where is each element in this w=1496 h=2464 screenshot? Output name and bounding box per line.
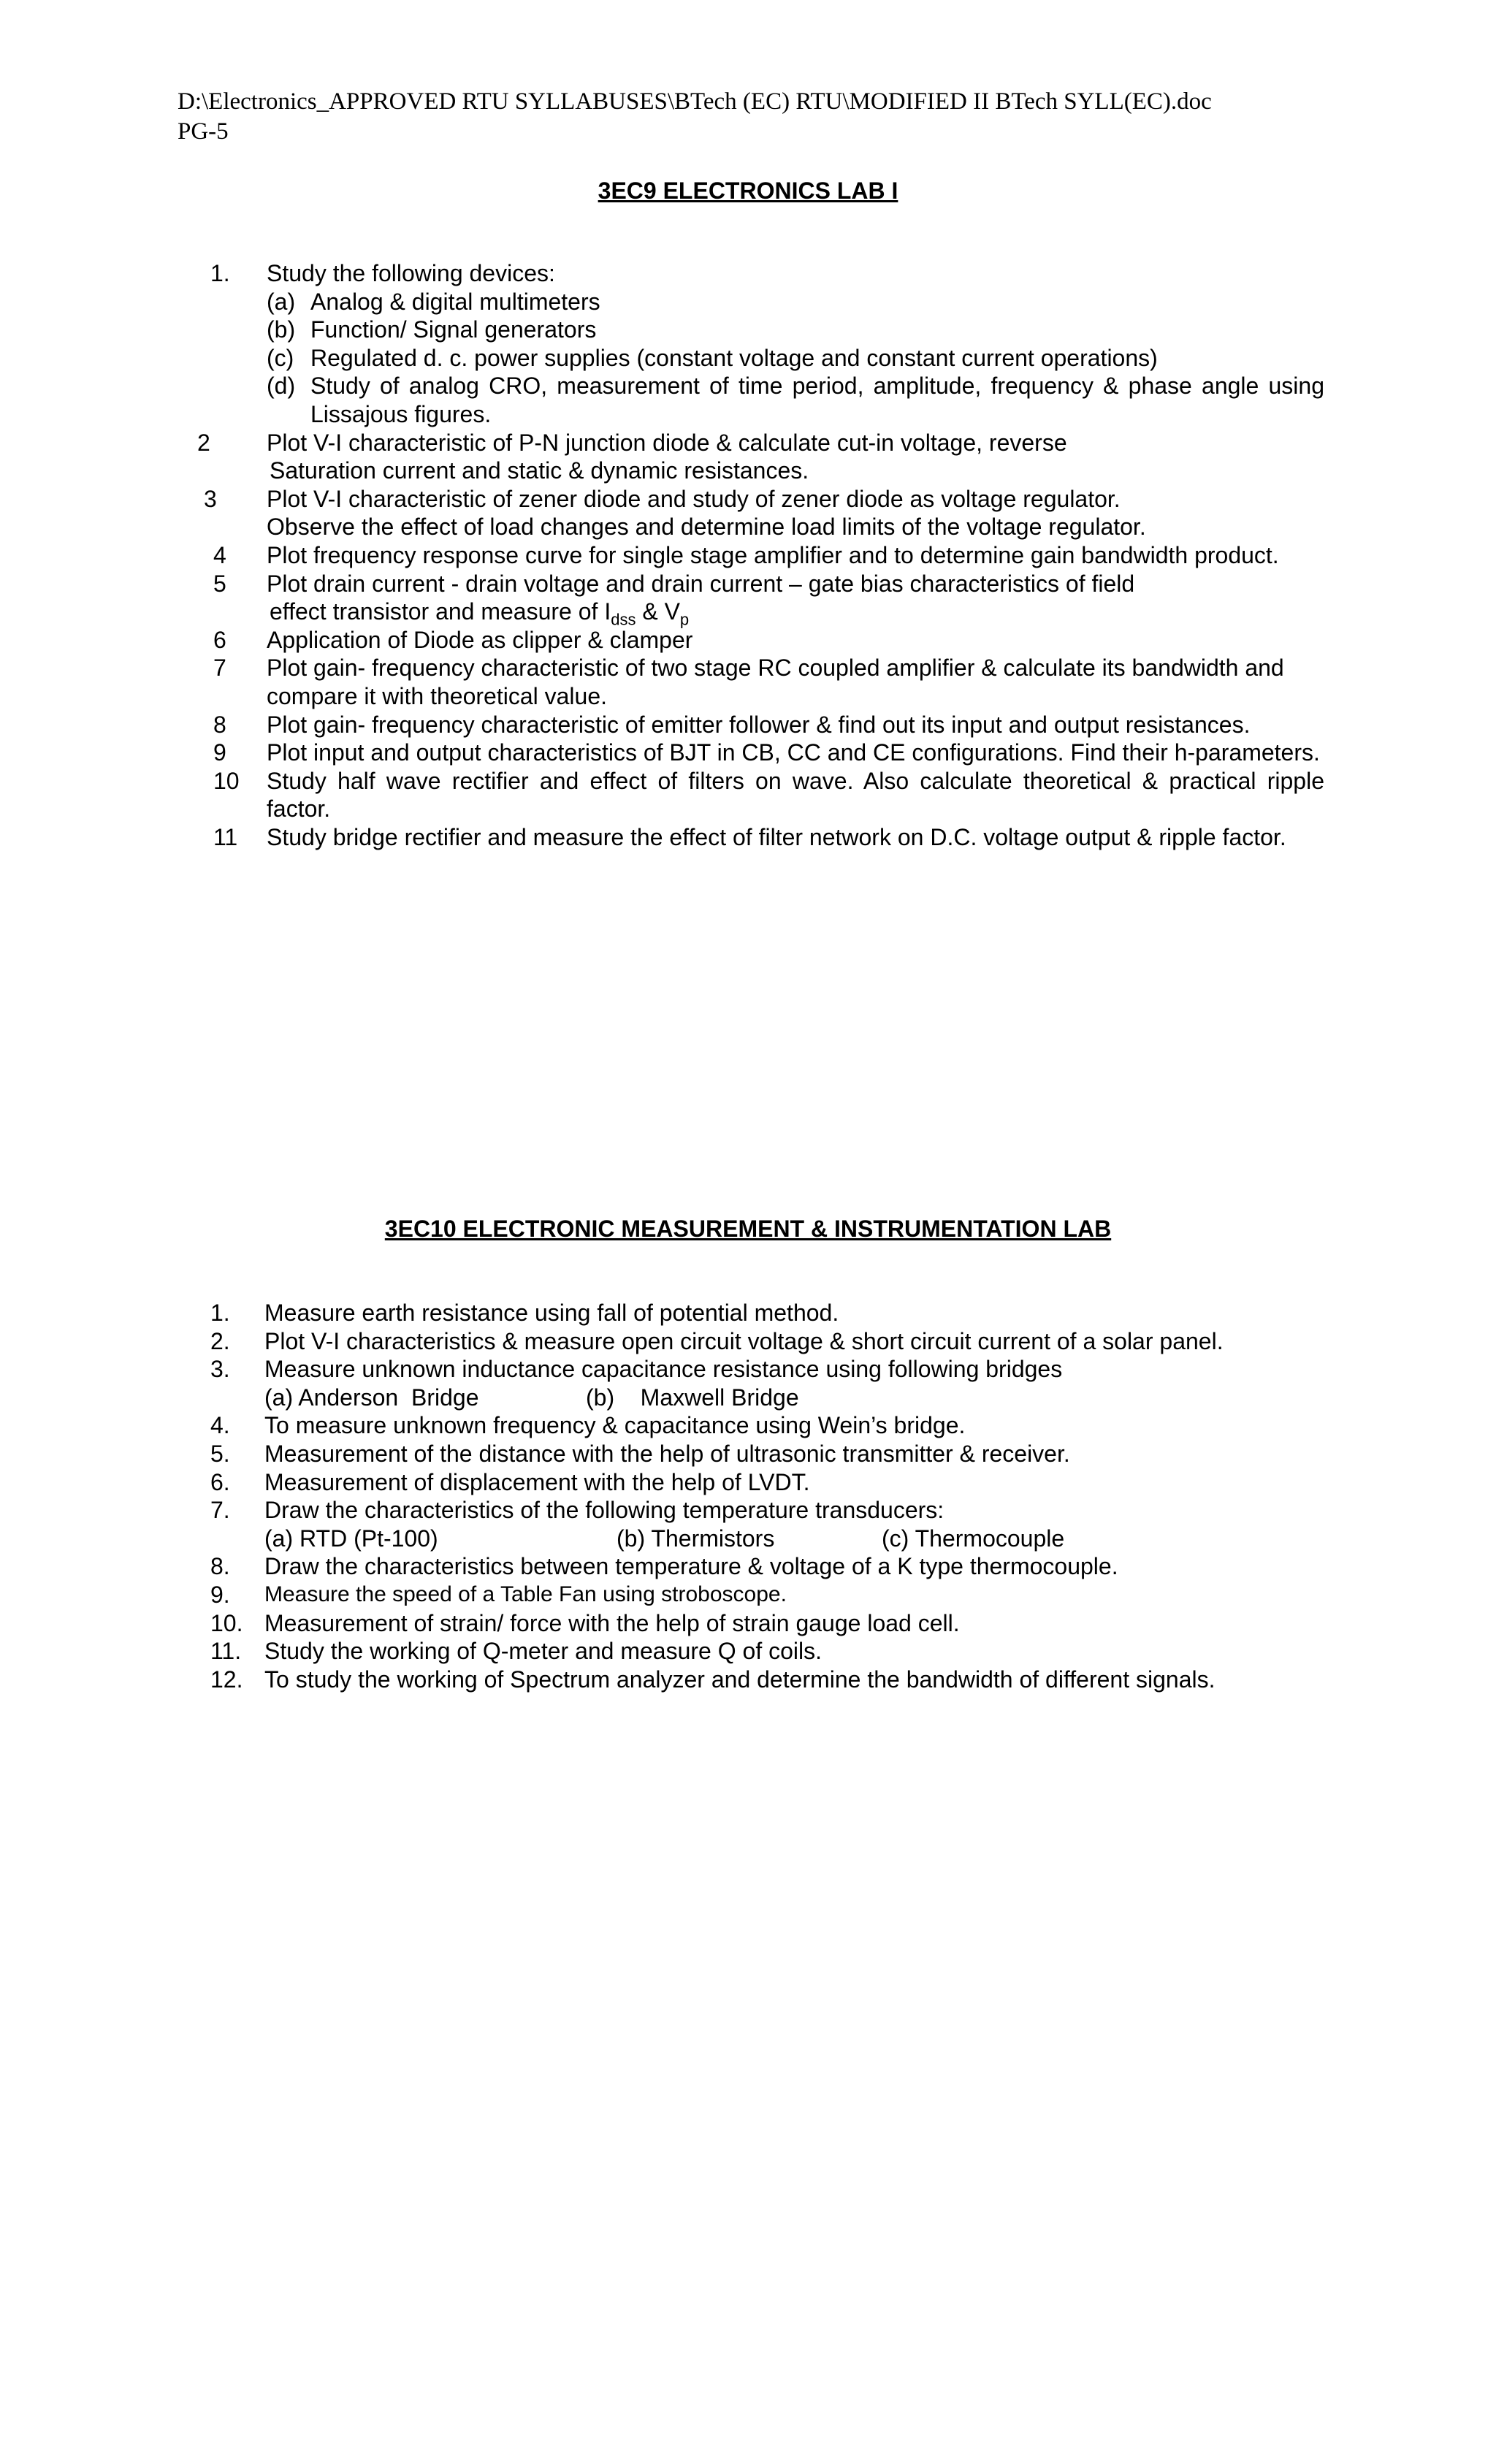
list-item: 2. Plot V-I characteristics & measure open circuit voltage & short circuit current of a solar panel. (210, 1327, 1224, 1354)
lab2-title: 3EC10 ELECTRONIC MEASUREMENT & INSTRUMENTATION LAB (384, 1216, 1112, 1242)
list-item: 2 Plot V-I characteristic of P-N junction diode & calculate cut-in voltage, reverse Saturation current and static & dynamic resistances. (197, 429, 1067, 484)
list-item: 1. Measure earth resistance using fall of potential method. (210, 1300, 839, 1326)
list-item: 5. Measurement of the distance with the help of ultrasonic transmitter & receiver. (210, 1440, 1070, 1467)
sub-item: (a) Analog & digital multimeters (267, 288, 600, 315)
lab2-list (210, 1299, 1324, 1693)
list-item: 7 Plot gain- frequency characteristic of two stage RC coupled amplifier & calculate its bandwidth and compare it with theoretical value. (213, 655, 1284, 709)
list-item: 10 Study half wave rectifier and effect of filters on wave. Also calculate theoretical & practical ripple factor. (213, 767, 1324, 823)
sub-item: (d) Study of analog CRO, measurement of time period, amplitude, frequency & phase angle using Lissajous figures. (267, 373, 1324, 427)
list-item: 11. Study the working of Q-meter and measure Q of coils. (210, 1638, 822, 1665)
list-item: 11 Study bridge rectifier and measure the effect of filter network on D.C. voltage output & ripple factor. (213, 823, 1286, 850)
list-item: 12. To study the working of Spectrum analyzer and determine the bandwidth of different signals. (210, 1666, 1216, 1693)
sub-item: (b) Function/ Signal generators (267, 316, 597, 343)
list-item: 1. Study the following devices: (a) Analog & digital multimeters (b) Function/ Signal generators (c) Regulated d. c. power supplies (constant voltage and constant current operations) (d) Study of analog CRO, measurement of time period, amplitude, frequency & phase angle using Lissajous figures. (210, 260, 1324, 427)
list-item: 9 Plot input and output characteristics of BJT in CB, CC and CE configurations. Find their h-parameters. (213, 739, 1320, 766)
sub-item: (c) Regulated d. c. power supplies (constant voltage and constant current operations) (267, 344, 1158, 371)
lab1-list (197, 259, 1324, 851)
document-header (178, 87, 1419, 147)
list-item: 4 Plot frequency response curve for single stage amplifier and to determine gain bandwidth product. (213, 541, 1279, 568)
list-item: 7. Draw the characteristics of the following temperature transducers: (a) RTD (Pt-100) (b) Thermistors (c) Thermocouple (210, 1497, 1065, 1552)
file-path: D:\Electronics_APPROVED RTU SYLLABUSES\BTech (EC) RTU\MODIFIED II BTech SYLL(EC).doc (178, 88, 1212, 115)
list-item: 3 Plot V-I characteristic of zener diode and study of zener diode as voltage regulator. Observe the effect of load changes and determine load limits of the voltage regulator. (204, 485, 1146, 541)
list-item: 4. To measure unknown frequency & capacitance using Wein’s bridge. (210, 1412, 966, 1439)
list-item: 6. Measurement of displacement with the help of LVDT. (210, 1468, 810, 1495)
list-item: 8. Draw the characteristics between temperature & voltage of a K type thermocouple. (210, 1553, 1118, 1580)
list-item: 3. Measure unknown inductance capacitance resistance using following bridges (a) Anderson Bridge (b) Maxwell Bridge (210, 1356, 1063, 1411)
lab1-title: 3EC9 ELECTRONICS LAB I (598, 178, 898, 204)
page-number: PG-5 (178, 118, 229, 145)
list-item: 8 Plot gain- frequency characteristic of emitter follower & find out its input and output resistances. (213, 711, 1251, 738)
list-item: 6 Application of Diode as clipper & clamper (213, 626, 693, 653)
list-item: 9. Measure the speed of a Table Fan using stroboscope. (210, 1581, 787, 1608)
list-item: 10. Measurement of strain/ force with the help of strain gauge load cell. (210, 1609, 960, 1636)
list-item: 5 Plot drain current - drain voltage and drain current – gate bias characteristics of field effect transistor and measure of $I_{dss}$ & $V_p$ (213, 570, 1135, 629)
